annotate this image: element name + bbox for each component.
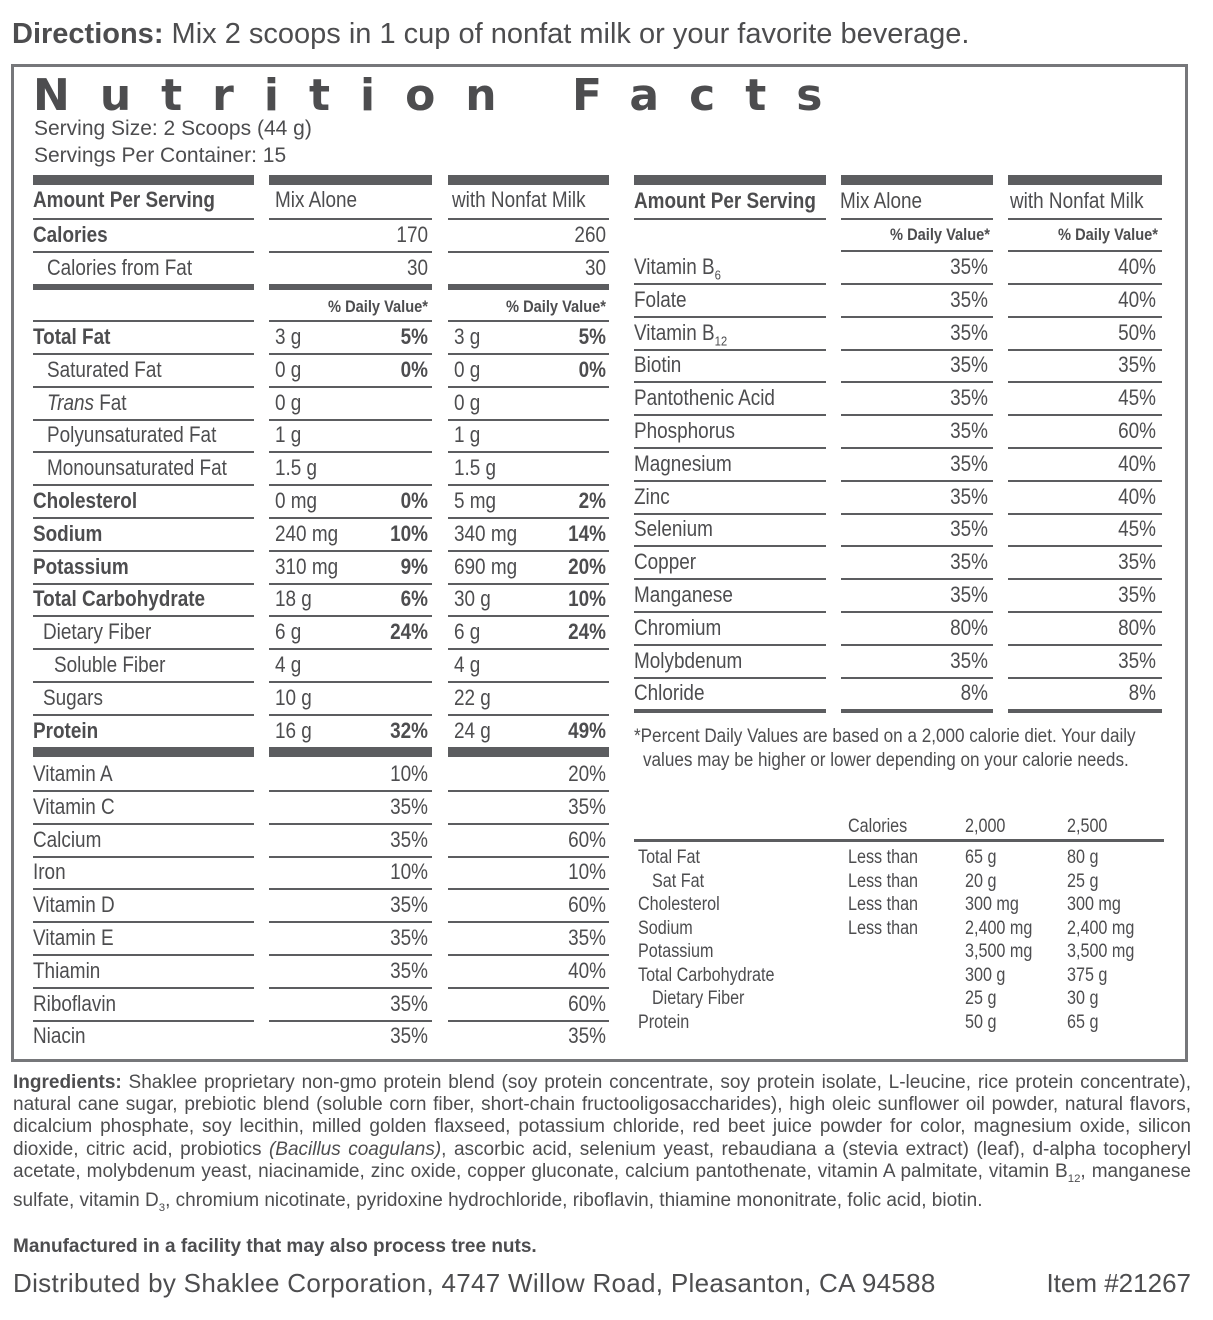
reference-2500: 65 g <box>1067 1012 1099 1033</box>
reference-2000: 65 g <box>965 847 997 868</box>
mix-daily-value: 0% <box>400 357 428 382</box>
nutrient-label <box>634 547 696 577</box>
milk-daily-value: 49% <box>568 718 606 743</box>
nutrient-label <box>634 285 687 315</box>
reference-2500: 3,500 mg <box>1067 941 1135 962</box>
reference-2500: 25 g <box>1067 871 1099 892</box>
nutrient-name: Copper <box>634 549 697 574</box>
mix-amount: 0 mg <box>275 488 318 513</box>
nonfat-milk-header: with Nonfat Milk <box>1010 188 1144 213</box>
rule <box>634 218 826 220</box>
mix-daily-value: 24% <box>390 619 428 644</box>
header-bar <box>33 175 254 185</box>
nonfat-milk-header: with Nonfat Milk <box>452 187 586 212</box>
directions-text: Mix 2 scoops in 1 cup of nonfat milk or your favorite beverage. <box>163 18 970 50</box>
mix-daily-value <box>344 420 428 450</box>
reference-label: Total Fat <box>638 847 700 868</box>
nutrient-name: Chloride <box>634 680 705 705</box>
nutrient-label: Total Carbohydrate <box>33 586 206 611</box>
milk-daily-value <box>522 420 606 450</box>
vitamin-label: Niacin <box>33 1023 86 1048</box>
reference-rule <box>634 839 1164 842</box>
nutrient-label: Monounsaturated Fat <box>47 455 227 480</box>
nutrient-mix: 35% <box>950 484 988 509</box>
milk-daily-value: 0% <box>578 357 606 382</box>
nutrient-name: Magnesium <box>634 451 732 476</box>
nutrient-mix: 35% <box>950 582 988 607</box>
reference-label: Sat Fat <box>652 871 705 892</box>
mid-bar <box>448 284 609 290</box>
reference-2000: 3,500 mg <box>965 941 1033 962</box>
mix-daily-value: 32% <box>390 718 428 743</box>
vitamin-milk: 60% <box>568 892 606 917</box>
header-bar <box>448 175 609 185</box>
nutrient-milk: 35% <box>1118 582 1156 607</box>
nutrient-label <box>634 449 732 479</box>
nutrient-label <box>634 318 727 348</box>
milk-amount: 0 g <box>454 357 481 382</box>
header-bar <box>269 175 432 185</box>
calories-2500-header: 2,500 <box>1067 816 1108 837</box>
milk-daily-value <box>522 388 606 418</box>
milk-amount: 4 g <box>454 652 481 677</box>
nutrient-label: Sugars <box>43 685 103 710</box>
nutrient-name: Vitamin B <box>634 320 715 345</box>
milk-daily-value: 2% <box>578 488 606 513</box>
ingredients-text-4: , chromium nicotinate, pyridoxine hydrochloride, riboflavin, thiamine mononitrate, folic acid, biotin. <box>165 1189 983 1211</box>
ingredients-sub-1: 12 <box>1067 1172 1081 1185</box>
mix-amount: 1 g <box>275 422 302 447</box>
reference-label: Protein <box>638 1012 690 1033</box>
mix-amount: 0 g <box>275 357 302 382</box>
reference-2500: 300 mg <box>1067 894 1121 915</box>
vitamin-label: Vitamin C <box>33 794 115 819</box>
vitamin-label: Vitamin E <box>33 925 114 950</box>
nutrient-name: Selenium <box>634 516 713 541</box>
vitamin-label: Thiamin <box>33 958 101 983</box>
milk-amount: 22 g <box>454 685 491 710</box>
nutrient-label: Polyunsaturated Fat <box>47 422 217 447</box>
vitamin-label: Iron <box>33 859 66 884</box>
nutrient-mix: 35% <box>950 320 988 345</box>
mid-bar <box>269 284 432 290</box>
reference-qualifier: Less than <box>848 847 919 868</box>
mix-daily-value: 6% <box>400 586 428 611</box>
nutrient-mix: 35% <box>950 352 988 377</box>
mix-daily-value <box>344 388 428 418</box>
nutrient-subscript: 12 <box>714 333 728 349</box>
nutrient-label: Potassium <box>33 554 129 579</box>
vitamin-mix: 10% <box>390 859 428 884</box>
nutrition-facts-title: Nutrition Facts <box>33 70 853 121</box>
vitamin-mix: 35% <box>390 892 428 917</box>
milk-daily-value: 20% <box>568 554 606 579</box>
calories-from-fat-mix: 30 <box>406 255 428 280</box>
vitamin-bar <box>448 747 609 757</box>
calories-from-fat-label: Calories from Fat <box>47 255 193 280</box>
trans-rest: Fat <box>93 390 127 415</box>
reference-2500: 80 g <box>1067 847 1099 868</box>
mix-daily-value: 10% <box>390 521 428 546</box>
reference-2000: 2,400 mg <box>965 918 1033 939</box>
vitamin-mix: 35% <box>390 958 428 983</box>
vitamin-mix: 35% <box>390 1023 428 1048</box>
milk-amount: 3 g <box>454 324 481 349</box>
vitamin-bar <box>269 747 432 757</box>
nutrient-mix: 35% <box>950 648 988 673</box>
nutrient-name: Molybdenum <box>634 648 743 673</box>
nutrient-mix: 35% <box>950 385 988 410</box>
bottom-bar <box>841 709 993 713</box>
mid-bar <box>33 284 254 290</box>
nutrient-milk: 35% <box>1118 648 1156 673</box>
reference-qualifier: Less than <box>848 894 919 915</box>
vitamin-mix: 35% <box>390 827 428 852</box>
bottom-bar <box>634 709 826 713</box>
nutrient-label <box>634 252 721 282</box>
nutrient-milk: 40% <box>1118 451 1156 476</box>
nutrient-label: Cholesterol <box>33 488 138 513</box>
vitamin-label: Riboflavin <box>33 991 117 1016</box>
nutrient-label <box>634 514 713 544</box>
nutrient-mix: 35% <box>950 418 988 443</box>
nutrient-name: Folate <box>634 287 687 312</box>
vitamin-mix: 10% <box>390 761 428 786</box>
vitamin-milk: 40% <box>568 958 606 983</box>
calories-from-fat-milk: 30 <box>584 255 606 280</box>
nutrient-milk: 40% <box>1118 254 1156 279</box>
footnote-line-1: *Percent Daily Values are based on a 2,000 calorie diet. Your daily <box>634 726 1136 747</box>
nutrient-mix: 8% <box>960 680 988 705</box>
ingredients-text-3: , manganese sulfate, vitamin D <box>13 1160 1191 1211</box>
nutrient-name: Chromium <box>634 615 722 640</box>
nutrient-subscript: 6 <box>714 267 721 283</box>
mix-amount: 16 g <box>275 718 312 743</box>
nutrient-name: Zinc <box>634 484 670 509</box>
mix-amount: 310 mg <box>275 554 339 579</box>
mix-amount: 1.5 g <box>275 455 318 480</box>
nutrient-label: Protein <box>33 718 99 743</box>
calories-label: Calories <box>33 222 108 247</box>
directions <box>12 18 969 51</box>
nutrient-mix: 35% <box>950 549 988 574</box>
reference-label: Sodium <box>638 918 693 939</box>
nutrient-label: Soluble Fiber <box>54 652 166 677</box>
vitamin-bar <box>33 747 254 757</box>
reference-2000: 50 g <box>965 1012 997 1033</box>
nutrient-mix: 35% <box>950 287 988 312</box>
manufactured-note: Manufactured in a facility that may also process tree nuts. <box>13 1236 537 1257</box>
reference-qualifier: Less than <box>848 918 919 939</box>
reference-label: Cholesterol <box>638 894 720 915</box>
mix-amount: 6 g <box>275 619 302 644</box>
ingredients-sub-2: 3 <box>158 1201 166 1214</box>
item-number: Item #21267 <box>1046 1268 1191 1298</box>
vitamin-mix: 35% <box>390 925 428 950</box>
header-bar <box>634 175 826 185</box>
vitamin-label: Vitamin D <box>33 892 115 917</box>
reference-2000: 300 mg <box>965 894 1019 915</box>
nutrient-milk: 8% <box>1128 680 1156 705</box>
milk-amount: 5 mg <box>454 488 497 513</box>
milk-daily-value <box>522 650 606 680</box>
reference-2000: 300 g <box>965 965 1006 986</box>
calories-header: Calories <box>848 816 908 837</box>
milk-daily-value: 5% <box>578 324 606 349</box>
reference-label: Potassium <box>638 941 714 962</box>
nutrient-milk: 35% <box>1118 549 1156 574</box>
reference-2000: 25 g <box>965 988 997 1009</box>
trans-italic: Trans <box>47 390 94 415</box>
bottom-bar <box>1008 709 1162 713</box>
serving-size: Serving Size: 2 Scoops (44 g) <box>34 117 312 140</box>
nutrient-label <box>634 613 721 643</box>
milk-amount: 0 g <box>454 390 481 415</box>
reference-qualifier: Less than <box>848 871 919 892</box>
reference-2500: 2,400 mg <box>1067 918 1135 939</box>
mix-amount: 10 g <box>275 685 312 710</box>
nutrient-milk: 80% <box>1118 615 1156 640</box>
milk-amount: 340 mg <box>454 521 518 546</box>
nutrient-label <box>47 388 127 418</box>
nutrient-name: Vitamin B <box>634 254 715 279</box>
vitamin-milk: 60% <box>568 991 606 1016</box>
milk-amount: 1 g <box>454 422 481 447</box>
nutrient-label <box>634 580 733 610</box>
calories-2000-header: 2,000 <box>965 816 1006 837</box>
calories-mix: 170 <box>396 222 428 247</box>
mix-daily-value <box>344 683 428 713</box>
milk-amount: 24 g <box>454 718 491 743</box>
amount-per-serving-label: Amount Per Serving <box>33 187 215 212</box>
distributed-by: Distributed by Shaklee Corporation, 4747 Willow Road, Pleasanton, CA 94588 <box>13 1268 936 1298</box>
amount-per-serving-label: Amount Per Serving <box>634 188 816 213</box>
mix-alone-header: Mix Alone <box>840 188 923 213</box>
vitamin-milk: 10% <box>568 859 606 884</box>
vitamin-mix: 35% <box>390 991 428 1016</box>
nutrient-label <box>634 482 670 512</box>
daily-value-label-milk: % Daily Value* <box>1058 225 1158 244</box>
nutrient-mix: 80% <box>950 615 988 640</box>
mix-amount: 0 g <box>275 390 302 415</box>
ingredients-italic: (Bacillus coagulans) <box>268 1138 442 1160</box>
nutrient-label: Total Fat <box>33 324 111 349</box>
mix-daily-value <box>344 650 428 680</box>
vitamin-milk: 35% <box>568 794 606 819</box>
nutrient-name: Pantothenic Acid <box>634 385 775 410</box>
mix-amount: 4 g <box>275 652 302 677</box>
nutrient-label <box>634 646 742 676</box>
milk-daily-value: 10% <box>568 586 606 611</box>
vitamin-label: Calcium <box>33 827 102 852</box>
nutrient-milk: 60% <box>1118 418 1156 443</box>
milk-daily-value: 14% <box>568 521 606 546</box>
nutrient-name: Phosphorus <box>634 418 735 443</box>
daily-value-label-mix: % Daily Value* <box>328 297 428 316</box>
nutrient-mix: 35% <box>950 254 988 279</box>
nutrient-milk: 40% <box>1118 484 1156 509</box>
vitamin-milk: 60% <box>568 827 606 852</box>
nutrient-label <box>634 350 681 380</box>
milk-amount: 690 mg <box>454 554 518 579</box>
nutrient-milk: 45% <box>1118 516 1156 541</box>
reference-2000: 20 g <box>965 871 997 892</box>
nutrient-mix: 35% <box>950 451 988 476</box>
vitamin-mix: 35% <box>390 794 428 819</box>
rule <box>33 856 254 858</box>
header-bar <box>841 175 993 185</box>
mix-amount: 240 mg <box>275 521 339 546</box>
vitamin-milk: 35% <box>568 1023 606 1048</box>
nutrient-label <box>634 678 704 708</box>
milk-daily-value <box>522 683 606 713</box>
nutrient-label: Dietary Fiber <box>43 619 152 644</box>
ingredients-text-2: , ascorbic acid, selenium yeast, rebaudiana a (stevia extract) (leaf), d-alpha tocopheryl acetate, molybdenum yeast, niacinamide, zinc oxide, copper gluconate, calcium pantothenate, vitamin A palmitate, vitamin B <box>13 1138 1191 1182</box>
daily-value-label-mix: % Daily Value* <box>890 225 990 244</box>
mix-daily-value: 5% <box>400 324 428 349</box>
mix-daily-value: 0% <box>400 488 428 513</box>
vitamin-label: Vitamin A <box>33 761 113 786</box>
mix-daily-value <box>344 453 428 483</box>
milk-amount: 30 g <box>454 586 491 611</box>
reference-2500: 375 g <box>1067 965 1108 986</box>
vitamin-milk: 20% <box>568 761 606 786</box>
footnote-line-2: values may be higher or lower depending on your calorie needs. <box>643 750 1129 771</box>
nutrient-name: Manganese <box>634 582 733 607</box>
mix-amount: 3 g <box>275 324 302 349</box>
milk-amount: 1.5 g <box>454 455 497 480</box>
nutrient-milk: 50% <box>1118 320 1156 345</box>
reference-2500: 30 g <box>1067 988 1099 1009</box>
nutrient-mix: 35% <box>950 516 988 541</box>
nutrient-label <box>634 416 735 446</box>
directions-label: Directions: <box>12 18 164 50</box>
vitamin-milk: 35% <box>568 925 606 950</box>
mix-amount: 18 g <box>275 586 312 611</box>
milk-daily-value: 24% <box>568 619 606 644</box>
mix-daily-value: 9% <box>400 554 428 579</box>
mix-alone-header: Mix Alone <box>275 187 358 212</box>
nutrient-label <box>634 383 775 413</box>
nutrient-name: Biotin <box>634 352 682 377</box>
nutrient-label: Saturated Fat <box>47 357 162 382</box>
calories-milk: 260 <box>574 222 606 247</box>
nutrient-label: Sodium <box>33 521 103 546</box>
nutrient-milk: 35% <box>1118 352 1156 377</box>
ingredients <box>13 1072 1191 1219</box>
reference-label: Total Carbohydrate <box>638 965 775 986</box>
ingredients-text-1: Shaklee proprietary non-gmo protein blend (soy protein concentrate, soy protein isolate, L-leucine, rice protein concentrate), natural cane sugar, prebiotic blend (soluble corn fiber, short-chain fructooligosaccharides), high oleic sunflower oil powder, natural flavors, dicalcium phosphate, soy lecithin, milled golden flaxseed, potassium chloride, red beet juice powder for color, magnesium oxide, silicon dioxide, citric acid, probiotics <box>13 1072 1191 1160</box>
nutrient-milk: 40% <box>1118 287 1156 312</box>
servings-per-container: Servings Per Container: 15 <box>34 144 287 167</box>
milk-amount: 6 g <box>454 619 481 644</box>
milk-daily-value <box>522 453 606 483</box>
nutrient-milk: 45% <box>1118 385 1156 410</box>
header-bar <box>1008 175 1162 185</box>
reference-label: Dietary Fiber <box>652 988 745 1009</box>
daily-value-label-milk: % Daily Value* <box>506 297 606 316</box>
ingredients-label: Ingredients: <box>13 1072 122 1093</box>
